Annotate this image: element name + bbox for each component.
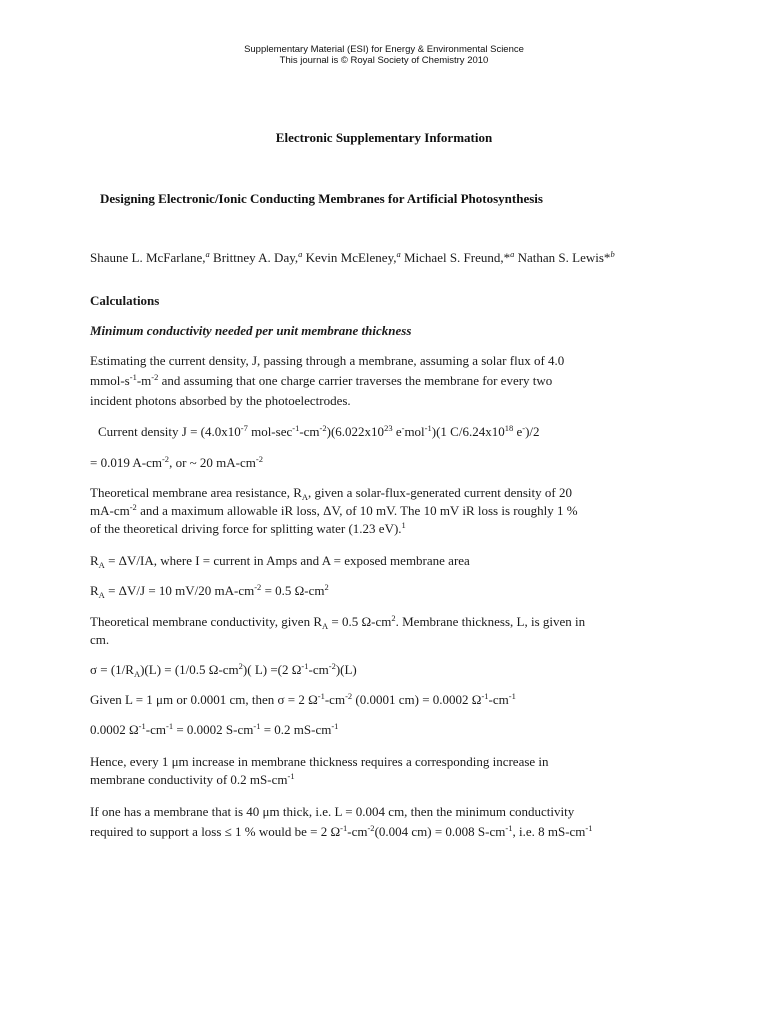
superscript: -1 — [340, 823, 348, 833]
text-run: -cm — [145, 722, 166, 737]
text-run: of the theoretical driving force for splitting water (1.23 eV). — [90, 521, 402, 536]
text-run: mmol-s — [90, 373, 130, 388]
text-run: mol — [404, 424, 425, 439]
superscript: -1 — [317, 691, 325, 701]
superscript: -1 — [129, 372, 137, 382]
author-name: Shaune L. McFarlane, — [90, 250, 206, 265]
superscript: 2 — [391, 613, 396, 623]
superscript: -1 — [253, 721, 261, 731]
text-run: -cm — [488, 692, 509, 707]
text-run: σ = (1/R — [90, 662, 134, 677]
equation-result — [90, 455, 263, 471]
paragraph-text — [90, 614, 585, 630]
text-run: = 0.5 Ω-cm — [328, 614, 392, 629]
paragraph-text: Hence, every 1 μm increase in membrane thickness requires a corresponding increase in — [90, 754, 549, 769]
paper-title: Designing Electronic/Ionic Conducting Membranes for Artificial Photosynthesis — [100, 191, 543, 206]
text-run: = 0.019 A-cm — [90, 455, 162, 470]
author-name: Michael S. Freund,* — [400, 250, 511, 265]
superscript: -2 — [151, 372, 159, 382]
text-run: and assuming that one charge carrier traverses the membrane for every two — [158, 373, 553, 388]
text-run: 0.0002 Ω — [90, 722, 139, 737]
paragraph-text: If one has a membrane that is 40 μm thick, i.e. L = 0.004 cm, then the minimum conductivity — [90, 804, 575, 819]
text-run: (0.0001 cm) = 0.0002 Ω — [352, 692, 482, 707]
paragraph-text: Estimating the current density, J, passing through a membrane, assuming a solar flux of 4.0 — [90, 353, 565, 368]
paragraph-text — [90, 824, 593, 840]
superscript: -1 — [138, 721, 146, 731]
author-affiliation: b — [610, 249, 615, 259]
subscript: A — [98, 560, 105, 570]
subsection-heading: Minimum conductivity needed per unit membrane thickness — [90, 323, 412, 338]
text-run: , or ~ 20 mA-cm — [169, 455, 256, 470]
esi-heading: Electronic Supplementary Information — [275, 130, 493, 145]
footnote-ref: 1 — [401, 520, 406, 530]
equation-area-resistance-value — [90, 583, 329, 599]
superscript: -1 — [331, 721, 339, 731]
text-run: = 0.0002 S-cm — [173, 722, 254, 737]
paragraph-text — [90, 485, 572, 501]
superscript: -2 — [328, 661, 336, 671]
text-run: -cm — [308, 662, 329, 677]
superscript: -1 — [424, 423, 432, 433]
superscript: -1 — [481, 691, 489, 701]
equation-given-thickness — [90, 692, 516, 708]
superscript: -7 — [240, 423, 248, 433]
superscript: -2 — [319, 423, 327, 433]
journal-header-line1: Supplementary Material (ESI) for Energy & Environmental Science — [244, 44, 524, 55]
author-affiliation: a — [298, 249, 303, 259]
equation-conductivity — [90, 662, 357, 678]
superscript: -1 — [165, 721, 174, 731]
superscript: -1 — [508, 691, 516, 701]
text-run: -cm — [299, 424, 320, 439]
text-run: Current density J = (4.0x10 — [98, 424, 241, 439]
text-run: R — [90, 553, 99, 568]
equation-current-density — [98, 424, 540, 440]
text-run: , given a solar-flux-generated current density of 20 — [308, 485, 572, 500]
subscript: A — [98, 590, 105, 600]
superscript: -2 — [129, 502, 137, 512]
subscript: A — [133, 669, 141, 679]
paragraph-text: incident photons absorbed by the photoelectrodes. — [90, 393, 351, 408]
text-run: Theoretical membrane conductivity, given R — [90, 614, 322, 629]
text-run: )( L) =(2 Ω — [242, 662, 302, 677]
text-run: = 0.2 mS-cm — [260, 722, 332, 737]
paragraph-text — [90, 772, 295, 788]
paragraph-text — [90, 373, 552, 389]
text-run: Given L = 1 μm or 0.0001 cm, then σ = 2 Ω — [90, 692, 318, 707]
text-run: (0.004 cm) = 0.008 S-cm — [374, 824, 506, 839]
text-run: . Membrane thickness, L, is given in — [395, 614, 586, 629]
text-run: e — [513, 424, 523, 439]
text-run: R — [90, 583, 99, 598]
author-name: Brittney A. Day, — [209, 250, 299, 265]
subscript: A — [322, 621, 329, 631]
author-list — [90, 250, 615, 266]
paragraph-text — [90, 521, 406, 537]
text-run: and a maximum allowable iR loss, ΔV, of 10 mV. The 10 mV iR loss is roughly 1 % — [136, 503, 578, 518]
text-run: mol-sec — [247, 424, 293, 439]
superscript: - — [401, 423, 405, 433]
superscript: 23 — [384, 423, 393, 433]
equation-unit-conversion — [90, 722, 338, 738]
superscript: -2 — [255, 454, 263, 464]
text-run: Theoretical membrane area resistance, R — [90, 485, 302, 500]
text-run: e — [392, 424, 402, 439]
text-run: )(6.022x10 — [326, 424, 385, 439]
superscript: -2 — [254, 582, 262, 592]
superscript: -2 — [367, 823, 375, 833]
subscript: A — [301, 492, 308, 502]
superscript: -2 — [345, 691, 353, 701]
text-run: )(1 C/6.24x10 — [431, 424, 505, 439]
author-affiliation: a — [396, 249, 401, 259]
text-run: )(L) — [335, 662, 357, 677]
superscript: -1 — [287, 771, 295, 781]
text-run: )/2 — [525, 424, 540, 439]
superscript: -1 — [585, 823, 593, 833]
text-run: = 0.5 Ω-cm — [261, 583, 325, 598]
superscript: -1 — [505, 823, 513, 833]
text-run: membrane conductivity of 0.2 mS-cm — [90, 772, 288, 787]
text-run: )(L) = (1/0.5 Ω-cm — [140, 662, 239, 677]
paragraph-text — [90, 503, 578, 519]
superscript: 18 — [504, 423, 514, 433]
author-affiliation: a — [205, 249, 210, 259]
text-run: , i.e. 8 mS-cm — [512, 824, 586, 839]
superscript: - — [522, 423, 526, 433]
author-name: Kevin McEleney, — [302, 250, 397, 265]
text-run: -cm — [347, 824, 368, 839]
paragraph-text: cm. — [90, 632, 110, 647]
superscript: 2 — [324, 582, 329, 592]
superscript: -1 — [292, 423, 300, 433]
text-run: -cm — [324, 692, 346, 707]
section-heading: Calculations — [90, 293, 160, 308]
superscript: -1 — [301, 661, 309, 671]
equation-area-resistance-definition — [90, 553, 470, 569]
text-run: -m — [136, 373, 152, 388]
superscript: 2 — [238, 661, 243, 671]
journal-header-line2: This journal is © Royal Society of Chemistry 2010 — [279, 55, 489, 66]
text-run: mA-cm — [90, 503, 130, 518]
author-affiliation: a — [510, 249, 515, 259]
text-run: = ΔV/IA, where I = current in Amps and A = exposed membrane area — [104, 553, 470, 568]
author-name: Nathan S. Lewis* — [514, 250, 611, 265]
text-run: required to support a loss ≤ 1 % would be = 2 Ω — [90, 824, 341, 839]
superscript: -2 — [161, 454, 170, 464]
text-run: = ΔV/J = 10 mV/20 mA-cm — [104, 583, 255, 598]
